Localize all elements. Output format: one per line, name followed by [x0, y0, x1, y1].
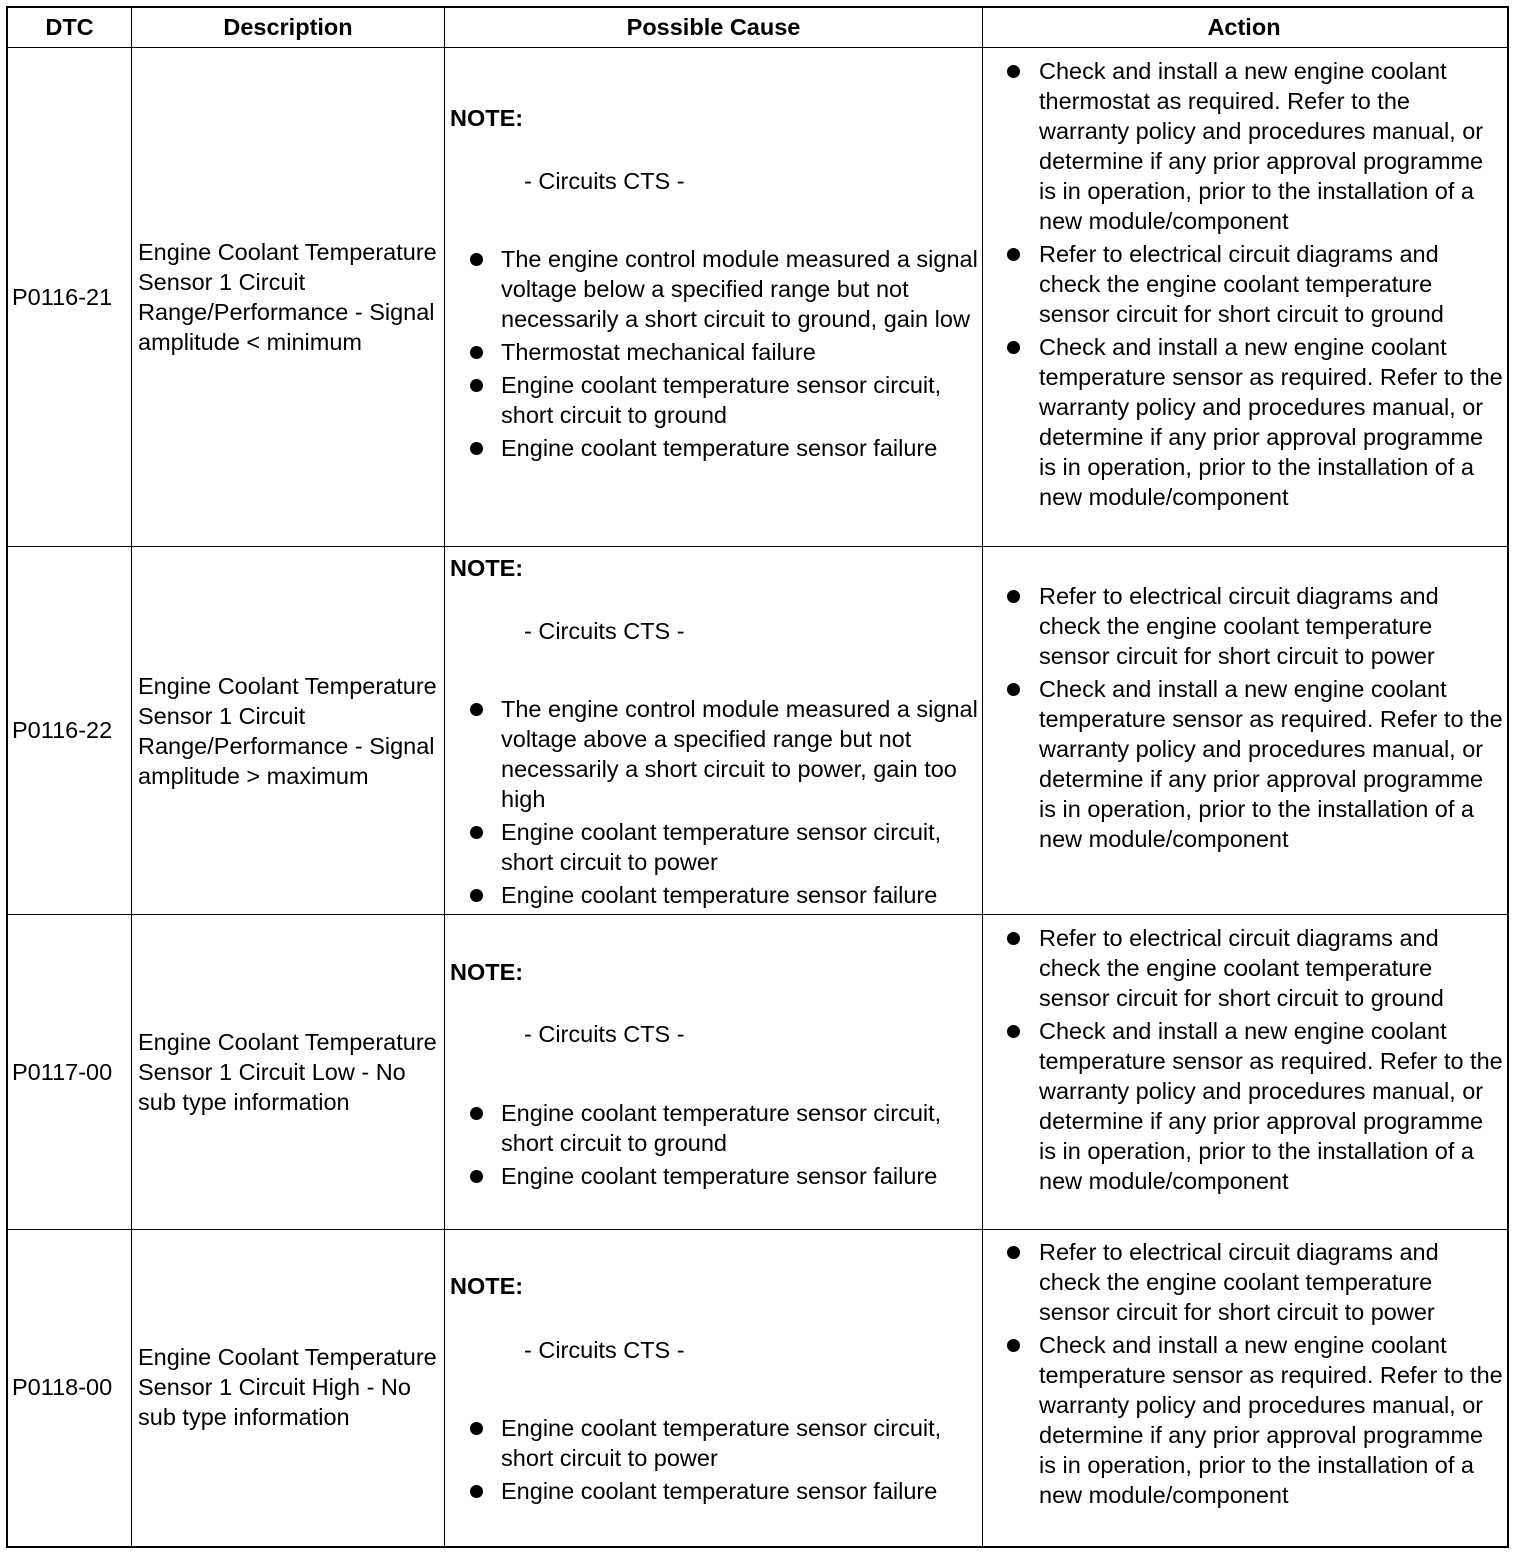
bullet-icon	[1007, 248, 1020, 261]
action-text: Check and install a new engine coolant temperature sensor as required. Refer to the warranty policy and procedures manual, or determine if any prior approval programme is in operation, prior to the installation of a new module/component	[1039, 1018, 1503, 1194]
circuits-label: - Circuits CTS -	[524, 1337, 685, 1363]
bullet-icon	[470, 346, 483, 359]
dtc-description-text: Engine Coolant Temperature Sensor 1 Circuit High - No sub type information	[138, 1344, 437, 1430]
list-item	[990, 1016, 1504, 1196]
action-text: Refer to electrical circuit diagrams and check the engine coolant temperature sensor circuit for short circuit to ground	[1039, 241, 1444, 327]
dtc-code: P0116-22	[12, 717, 113, 743]
possible-cause-cell	[450, 915, 978, 1229]
bullet-icon	[1007, 590, 1020, 603]
bullet-icon	[470, 1107, 483, 1120]
bullet-icon	[470, 253, 483, 266]
action-list	[990, 1237, 1504, 1513]
action-text: Check and install a new engine coolant temperature sensor as required. Refer to the warranty policy and procedures manual, or determine if any prior approval programme is in operation, prior to the installation of a new module/component	[1039, 676, 1503, 852]
list-item	[450, 370, 978, 430]
bullet-icon	[470, 442, 483, 455]
action-text: Check and install a new engine coolant temperature sensor as required. Refer to the warranty policy and procedures manual, or determine if any prior approval programme is in operation, prior to the installation of a new module/component	[1039, 334, 1503, 510]
note-label: NOTE:	[450, 105, 524, 131]
action-text: Refer to electrical circuit diagrams and check the engine coolant temperature sensor circuit for short circuit to ground	[1039, 925, 1444, 1011]
bullet-icon	[470, 379, 483, 392]
header-possible-cause: Possible Cause	[626, 14, 801, 40]
column-rule	[982, 6, 983, 1546]
cause-text: Engine coolant temperature sensor failure	[501, 1163, 938, 1189]
list-item	[990, 1237, 1504, 1327]
circuits-label: - Circuits CTS -	[524, 618, 685, 644]
list-item	[990, 1330, 1504, 1510]
bullet-icon	[1007, 932, 1020, 945]
possible-cause-cell	[450, 547, 978, 914]
note-label: NOTE:	[450, 959, 524, 985]
column-rule	[131, 6, 132, 1546]
list-item	[990, 581, 1504, 671]
list-item	[450, 1413, 978, 1473]
note-label: NOTE:	[450, 555, 524, 581]
cause-text: Engine coolant temperature sensor failure	[501, 435, 938, 461]
action-list	[990, 56, 1504, 515]
dtc-description-text: Engine Coolant Temperature Sensor 1 Circuit Range/Performance - Signal amplitude < minimum	[138, 239, 437, 355]
cause-list	[450, 1098, 978, 1194]
action-text: Check and install a new engine coolant thermostat as required. Refer to the warranty policy and procedures manual, or determine if any prior approval programme is in operation, prior to the installation of a new module/component	[1039, 58, 1484, 234]
note-label: NOTE:	[450, 1273, 524, 1299]
list-item	[990, 674, 1504, 854]
list-item	[990, 56, 1504, 236]
bullet-icon	[470, 1422, 483, 1435]
list-item	[450, 433, 978, 463]
list-item	[450, 1161, 978, 1191]
bullet-icon	[1007, 1339, 1020, 1352]
list-item	[450, 694, 978, 814]
cause-text: Engine coolant temperature sensor failure	[501, 1478, 938, 1504]
cause-list	[450, 694, 978, 913]
action-list	[990, 923, 1504, 1199]
bullet-icon	[1007, 1025, 1020, 1038]
bullet-icon	[470, 826, 483, 839]
list-item	[450, 1476, 978, 1506]
cause-text: Engine coolant temperature sensor circuit, short circuit to power	[501, 1415, 942, 1471]
dtc-description	[138, 547, 444, 914]
cause-text: Engine coolant temperature sensor circuit, short circuit to power	[501, 819, 942, 875]
list-item	[990, 923, 1504, 1013]
action-text: Check and install a new engine coolant temperature sensor as required. Refer to the warranty policy and procedures manual, or determine if any prior approval programme is in operation, prior to the installation of a new module/component	[1039, 1332, 1503, 1508]
circuits-label: - Circuits CTS -	[524, 168, 685, 194]
cause-text: The engine control module measured a signal voltage below a specified range but not necessarily a short circuit to ground, gain low	[501, 246, 978, 332]
list-item	[990, 239, 1504, 329]
bullet-icon	[470, 889, 483, 902]
action-text: Refer to electrical circuit diagrams and check the engine coolant temperature sensor circuit for short circuit to power	[1039, 583, 1439, 669]
list-item	[450, 337, 978, 367]
list-item	[450, 817, 978, 877]
cause-list	[450, 1413, 978, 1509]
bullet-icon	[1007, 1246, 1020, 1259]
column-rule	[444, 6, 445, 1546]
dtc-description	[138, 915, 444, 1229]
cause-text: Engine coolant temperature sensor circuit, short circuit to ground	[501, 372, 942, 428]
dtc-description-text: Engine Coolant Temperature Sensor 1 Circuit Range/Performance - Signal amplitude > maximum	[138, 672, 437, 789]
bullet-icon	[470, 703, 483, 716]
dtc-code: P0117-00	[12, 1058, 113, 1085]
cause-text: Thermostat mechanical failure	[501, 339, 816, 365]
bullet-icon	[1007, 65, 1020, 78]
bullet-icon	[1007, 683, 1020, 696]
dtc-code: P0118-00	[12, 1373, 113, 1400]
cause-list	[450, 244, 978, 466]
possible-cause-cell	[450, 48, 978, 546]
dtc-description	[138, 1230, 444, 1544]
list-item	[450, 880, 978, 910]
cause-text: Engine coolant temperature sensor failure	[501, 882, 938, 908]
bullet-icon	[470, 1485, 483, 1498]
possible-cause-cell	[450, 1230, 978, 1544]
list-item	[450, 244, 978, 334]
dtc-description-text: Engine Coolant Temperature Sensor 1 Circuit Low - No sub type information	[138, 1029, 437, 1115]
action-text: Refer to electrical circuit diagrams and check the engine coolant temperature sensor circuit for short circuit to power	[1039, 1239, 1439, 1325]
bullet-icon	[470, 1170, 483, 1183]
list-item	[450, 1098, 978, 1158]
dtc-description	[138, 48, 444, 546]
cause-text: Engine coolant temperature sensor circuit, short circuit to ground	[501, 1100, 942, 1156]
header-action: Action	[1207, 14, 1281, 40]
header-dtc: DTC	[45, 14, 94, 40]
cause-text: The engine control module measured a signal voltage above a specified range but not necessarily a short circuit to power, gain too high	[501, 696, 978, 812]
bullet-icon	[1007, 341, 1020, 354]
header-description: Description	[223, 14, 353, 40]
action-list	[990, 581, 1504, 857]
circuits-label: - Circuits CTS -	[524, 1021, 685, 1047]
list-item	[990, 332, 1504, 512]
dtc-code: P0116-21	[12, 283, 113, 310]
